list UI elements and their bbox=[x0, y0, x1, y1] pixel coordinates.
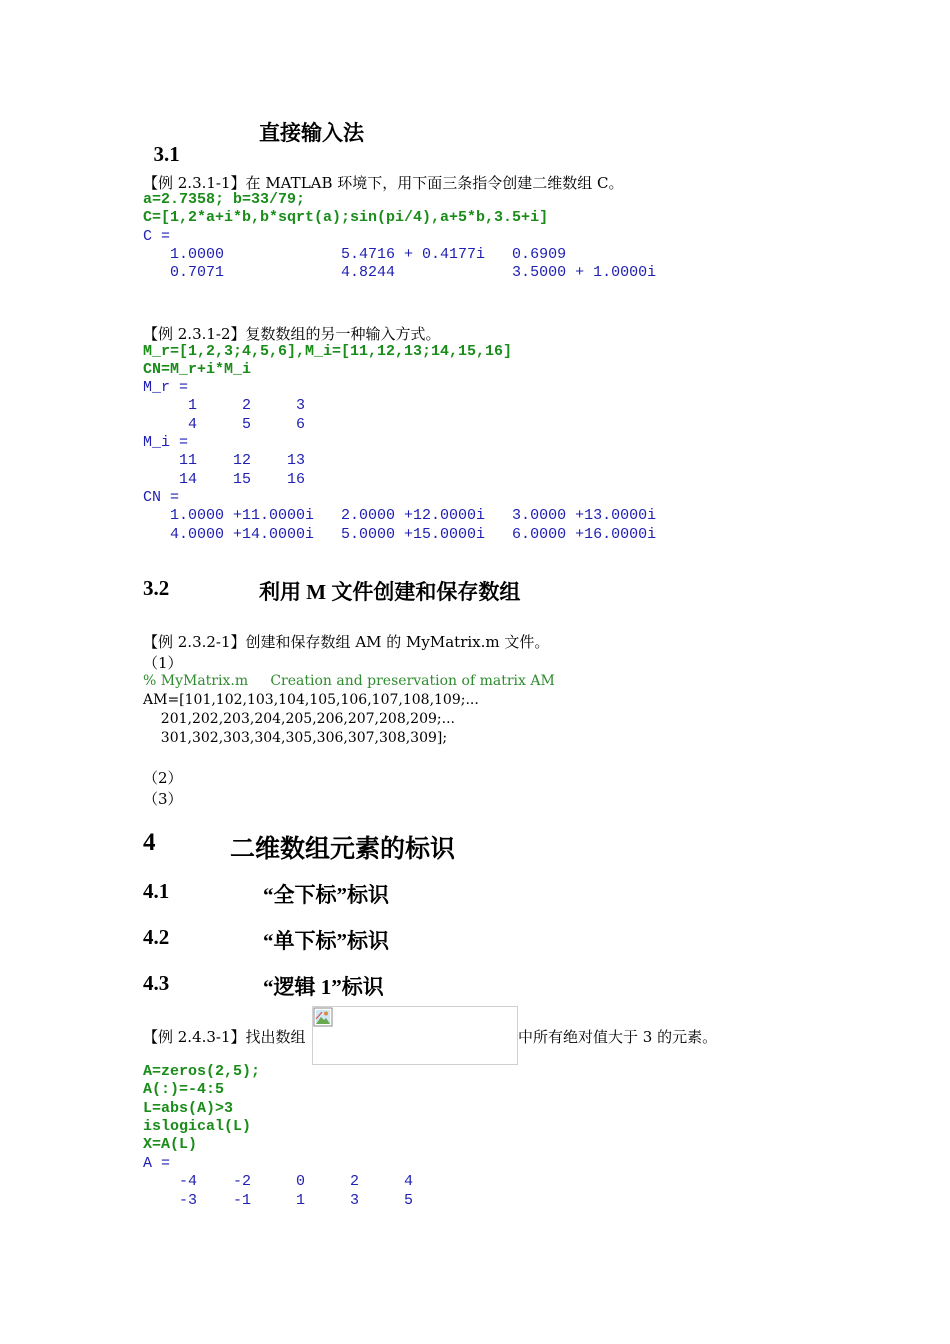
section-number-3-2: 3.2 bbox=[143, 576, 170, 600]
output-line: -4 -2 0 2 4 bbox=[143, 1173, 414, 1190]
section-title-4-1: “全下标”标识 bbox=[263, 883, 389, 907]
output-line: 14 15 16 bbox=[143, 471, 306, 488]
section-title-4-3: “逻辑 1”标识 bbox=[263, 975, 384, 999]
section-title-3-1: 直接输入法 bbox=[259, 121, 364, 145]
step-label: （1） bbox=[143, 654, 183, 672]
section-title-3-2: 利用 M 文件创建和保存数组 bbox=[259, 580, 521, 604]
output-line: 1 2 3 bbox=[143, 397, 306, 414]
command-line: CN=M_r+i*M_i bbox=[143, 361, 252, 378]
example-caption: 【例 2.3.2-1】创建和保存数组 AM 的 MyMatrix.m 文件。 bbox=[143, 633, 550, 651]
mfile-line: 201,202,203,204,205,206,207,208,209;... bbox=[143, 711, 455, 727]
command-line: a=2.7358; b=33/79; bbox=[143, 191, 306, 208]
output-line: M_r = bbox=[143, 379, 189, 396]
section-number-4-2: 4.2 bbox=[143, 925, 170, 949]
example-caption: 【例 2.4.3-1】找出数组 bbox=[143, 1028, 306, 1046]
mfile-comment: % MyMatrix.m Creation and preservation of matrix AM bbox=[143, 673, 555, 689]
command-line: X=A(L) bbox=[143, 1136, 198, 1153]
step-label: （2） bbox=[143, 769, 183, 787]
step-label: （3） bbox=[143, 790, 183, 808]
section-number-4-1: 4.1 bbox=[143, 879, 170, 903]
output-line: -3 -1 1 3 5 bbox=[143, 1192, 414, 1209]
output-line: 1.0000 +11.0000i 2.0000 +12.0000i 3.0000 +13.0000i bbox=[143, 507, 657, 524]
broken-image-icon bbox=[313, 1007, 333, 1027]
output-line: 4 5 6 bbox=[143, 416, 306, 433]
output-line: 0.7071 4.8244 3.5000 + 1.0000i bbox=[143, 264, 657, 281]
command-line: C=[1,2*a+i*b,b*sqrt(a);sin(pi/4),a+5*b,3.5+i] bbox=[143, 209, 549, 226]
mfile-line: 301,302,303,304,305,306,307,308,309]; bbox=[143, 730, 448, 746]
section-title-4-2: “单下标”标识 bbox=[263, 929, 389, 953]
chapter-title-4: 二维数组元素的标识 bbox=[230, 836, 456, 863]
mfile-line: AM=[101,102,103,104,105,106,107,108,109;... bbox=[143, 692, 479, 708]
output-line: CN = bbox=[143, 489, 180, 506]
embedded-image bbox=[312, 1006, 518, 1065]
output-line: 4.0000 +14.0000i 5.0000 +15.0000i 6.0000 +16.0000i bbox=[143, 526, 657, 543]
command-line: islogical(L) bbox=[143, 1118, 252, 1135]
output-line: 11 12 13 bbox=[143, 452, 306, 469]
example-caption: 【例 2.3.1-1】在 MATLAB 环境下，用下面三条指令创建二维数组 C。 bbox=[143, 174, 624, 192]
section-number-4-3: 4.3 bbox=[143, 971, 170, 995]
output-line: 1.0000 5.4716 + 0.4177i 0.6909 bbox=[143, 246, 567, 263]
example-caption-end: 中所有绝对值大于 3 的元素。 bbox=[518, 1028, 718, 1046]
section-number: 3.1 bbox=[153, 142, 180, 166]
chapter-number-4: 4 bbox=[143, 829, 156, 856]
output-line: A = bbox=[143, 1155, 171, 1172]
output-line: M_i = bbox=[143, 434, 189, 451]
command-line: L=abs(A)>3 bbox=[143, 1100, 234, 1117]
command-line: M_r=[1,2,3;4,5,6],M_i=[11,12,13;14,15,16] bbox=[143, 343, 513, 360]
section-heading-3-1 bbox=[143, 117, 180, 167]
output-line: C = bbox=[143, 228, 171, 245]
example-caption: 【例 2.3.1-2】复数数组的另一种输入方式。 bbox=[143, 325, 441, 343]
command-line: A=zeros(2,5); bbox=[143, 1063, 261, 1080]
command-line: A(:)=-4:5 bbox=[143, 1081, 225, 1098]
